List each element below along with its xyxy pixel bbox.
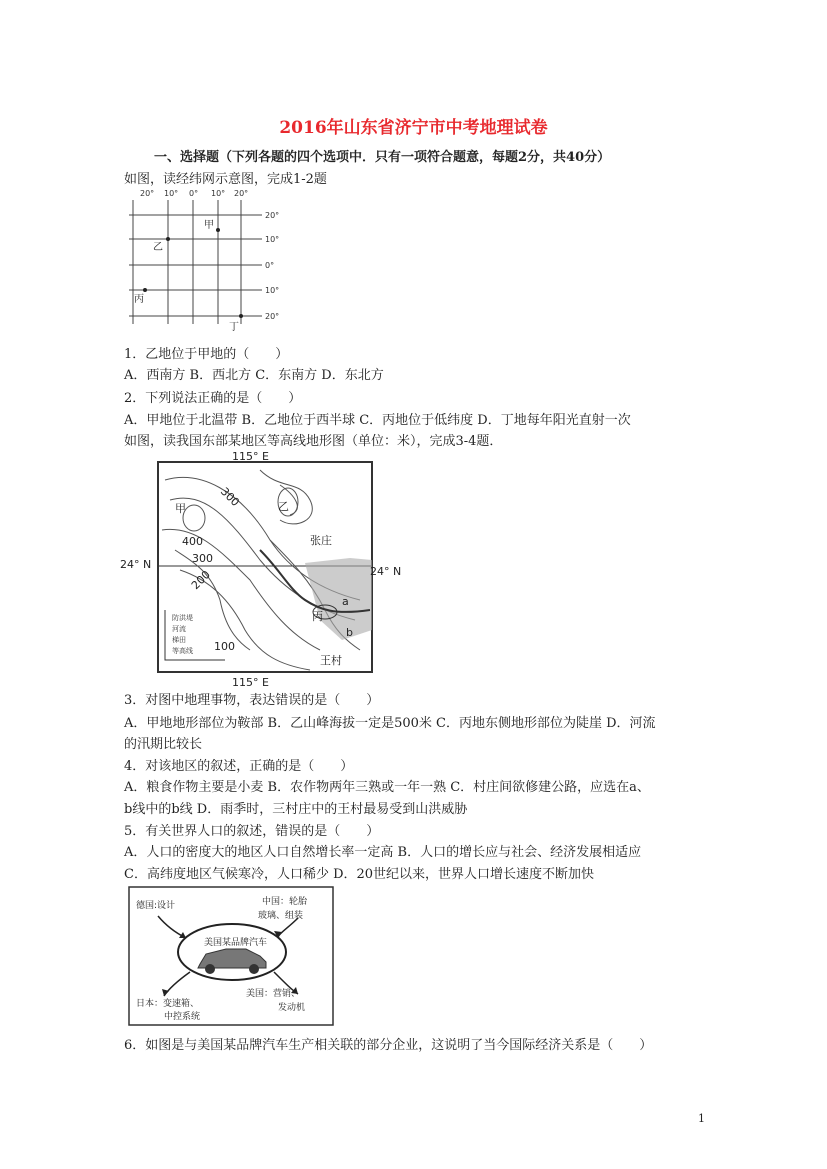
map-label-wangcun: 王村 — [320, 654, 342, 667]
exam-title: 2016年山东省济宁市中考地理试卷 — [279, 118, 548, 138]
point-bing: 丙 — [134, 294, 144, 305]
question-5: 5．有关世界人口的叙述，错误的是（ ） — [124, 824, 380, 839]
question-5-options-2: C．高纬度地区气候寒冷，人口稀少 D．20世纪以来，世界人口增长速度不断加快 — [124, 867, 595, 882]
lat-long-grid-figure — [124, 186, 294, 336]
map-label-yi: 乙 — [278, 500, 289, 513]
question-1-options: A．西南方 B．西北方 C．东南方 D．东北方 — [124, 368, 384, 383]
grid-right-label: 20° — [265, 211, 280, 220]
legend-dike: 防洪堤 — [172, 614, 193, 622]
grid-right-label: 0° — [265, 261, 275, 270]
diagram-china-2: 玻璃、组装 — [258, 911, 304, 921]
contour-200: 200 — [188, 568, 213, 593]
grid-top-label: 10° — [164, 189, 179, 198]
point-yi: 乙 — [153, 242, 163, 253]
diagram-usa-1: 美国：营销、 — [246, 989, 301, 999]
grid-top-label: 0° — [189, 189, 199, 198]
map-label-jia: 甲 — [175, 502, 186, 515]
contour-300: 300 — [217, 484, 242, 509]
question-4-options-2: b线中的b线 D．雨季时，三村庄中的王村最易受到山洪威胁 — [124, 802, 468, 817]
grid-top-label: 20° — [140, 189, 155, 198]
contour-300b: 300 — [192, 552, 213, 565]
intro-q3-4: 如图，读我国东部某地区等高线地形图（单位：米），完成3-4题． — [124, 434, 503, 449]
intro-q1-2: 如图，读经纬网示意图，完成1-2题 — [124, 172, 327, 187]
lon-label-top: 115° E — [232, 450, 269, 463]
contour-400: 400 — [182, 535, 203, 548]
car-production-diagram — [128, 886, 334, 1026]
lat-label-right: 24° N — [370, 565, 402, 578]
grid-top-label: 20° — [234, 189, 249, 198]
map-label-a: a — [342, 595, 349, 608]
lon-label-bottom: 115° E — [232, 676, 269, 689]
grid-right-label: 10° — [265, 286, 280, 295]
question-4-options-1: A．粮食作物主要是小麦 B．农作物两年三熟或一年一熟 C．村庄间欲修建公路，应选在a、 — [124, 780, 650, 795]
diagram-center-label: 美国某品牌汽车 — [204, 938, 268, 948]
point-ding: 丁 — [229, 322, 239, 333]
diagram-usa-2: 发动机 — [278, 1003, 306, 1013]
question-3: 3．对图中地理事物，表达错误的是（ ） — [124, 693, 380, 708]
legend-terrace: 梯田 — [172, 636, 186, 644]
question-2-options: A．甲地位于北温带 B．乙地位于西半球 C．丙地位于低纬度 D．丁地每年阳光直射一次 — [124, 413, 631, 428]
grid-top-label: 10° — [211, 189, 226, 198]
legend-contour: 等高线 — [172, 647, 193, 655]
question-6: 6．如图是与美国某品牌汽车生产相关联的部分企业，这说明了当今国际经济关系是（ ） — [124, 1038, 653, 1053]
question-5-options-1: A．人口的密度大的地区人口自然增长率一定高 B．人口的增长应与社会、经济发展相适应 — [124, 845, 642, 860]
page-number: 1 — [698, 1112, 705, 1125]
question-3-options-1: A．甲地地形部位为鞍部 B．乙山峰海拔一定是500米 C．丙地东侧地形部位为陡崖 D．河流 — [124, 716, 656, 731]
question-3-options-2: 的汛期比较长 — [124, 737, 203, 752]
diagram-germany: 德国:设计 — [136, 901, 176, 911]
question-2: 2．下列说法正确的是（ ） — [124, 391, 302, 406]
question-4: 4．对该地区的叙述，正确的是（ ） — [124, 759, 354, 774]
diagram-japan-2: 中控系统 — [164, 1012, 201, 1022]
grid-right-label: 10° — [265, 235, 280, 244]
contour-100: 100 — [214, 640, 235, 653]
map-label-zhangzhuang: 张庄 — [310, 534, 332, 547]
section-heading: 一、选择题（下列各题的四个选项中．只有一项符合题意，每题2分，共40分） — [154, 150, 611, 165]
legend-river: 河流 — [172, 625, 186, 633]
diagram-japan-1: 日本：变速箱、 — [136, 999, 200, 1009]
map-label-bing: 丙 — [312, 610, 323, 623]
contour-map-figure — [120, 450, 410, 690]
map-label-b: b — [346, 626, 353, 639]
grid-right-label: 20° — [265, 312, 280, 321]
point-jia: 甲 — [204, 220, 214, 231]
diagram-china-1: 中国：轮胎 — [262, 897, 308, 907]
lat-label-left: 24° N — [120, 558, 152, 571]
question-1: 1．乙地位于甲地的（ ） — [124, 347, 289, 362]
